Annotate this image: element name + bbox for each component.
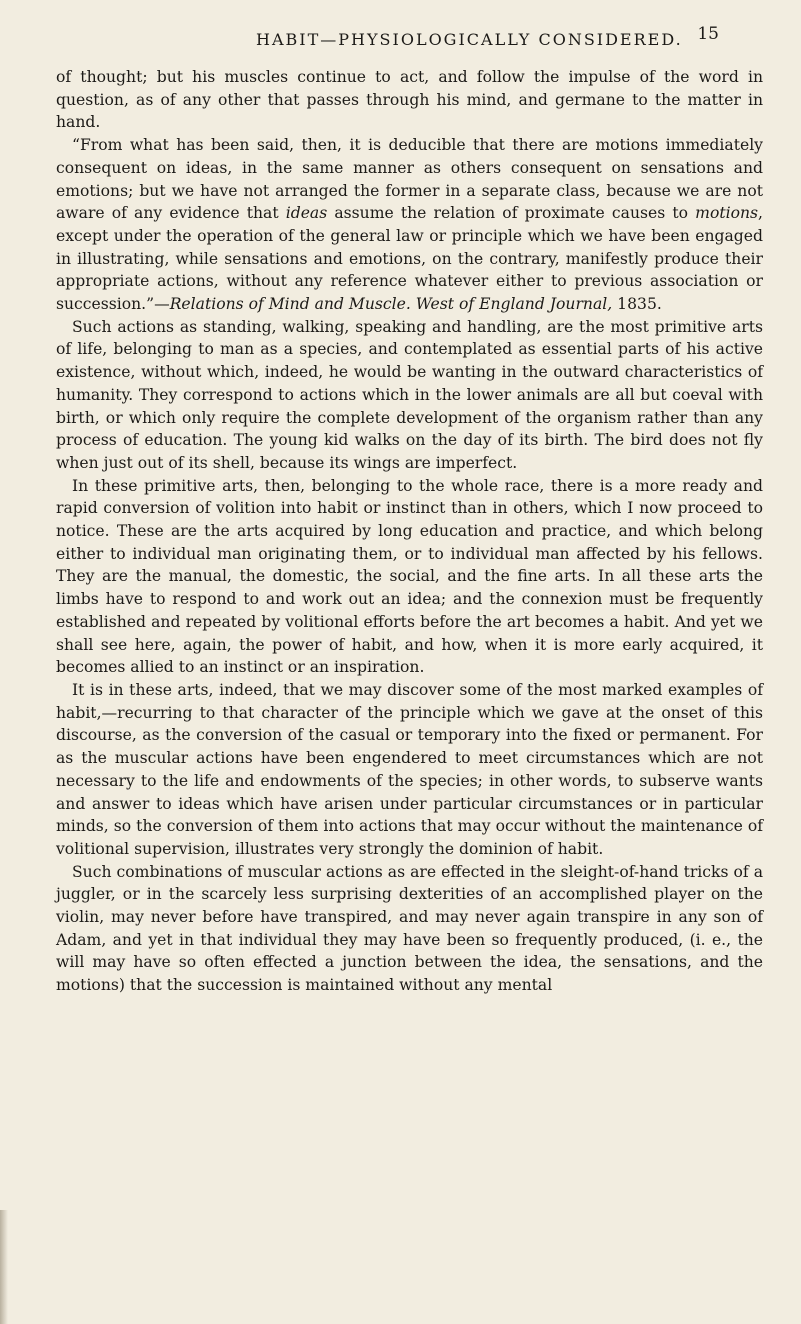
quote-text-2: assume the relation of proximate causes to — [327, 204, 696, 223]
emphasis-ideas: ideas — [285, 204, 328, 223]
running-head: HABIT—PHYSIOLOGICALLY CONSIDERED. — [256, 30, 683, 49]
paragraph-3: Such actions as standing, walking, speaking and handling, are the most primitive arts of life, belonging to man as a species, and contemplated as essential parts of his active existence, without which, indeed, he would be wanting in the outward characteristics of humanity. They correspond to actions which in the lower animals are all but coeval with birth, or which only require the complete development of the organism rather than any process of education. The young kid walks on the day of its birth. The bird does not fly when just out of its shell, because its wings are imperfect. — [56, 317, 763, 472]
paragraph-5: It is in these arts, indeed, that we may discover some of the most marked examples of habit,—recurring to that character of the principle which we gave at the onset of this discourse, as the conversion of the casual or temporary into the fixed or permanent. For as the muscular actions have been engendered to meet circumstances which are not necessary to the life and endowments of the species; in other words, to subserve wants and answer to ideas which have arisen under particular circumstances or in particular minds, so the conversion of them into actions that may occur without the maintenance of volitional supervision, illustrates very strongly the dominion of habit. — [56, 680, 763, 858]
citation-year: 1835. — [612, 295, 662, 314]
page-number: 15 — [697, 24, 719, 44]
page-binding-shadow — [0, 1210, 8, 1324]
paragraph-6: Such combinations of muscular actions as are effected in the sleight-of-hand tricks of a juggler, or in the scarcely less surprising dexterities of an accomplished player on the violin, may never before have transpired, and may never again transpire in any son of Adam, and yet in that individual they may have been so frequently produced, (i. e., the will may have so often effected a junction between the idea, the sensations, and the motions) that the succession is maintained without any mental — [56, 862, 763, 995]
body-text — [56, 66, 763, 997]
citation: Relations of Mind and Muscle. West of England Journal, — [169, 295, 613, 314]
paragraph-2-quotation — [56, 134, 763, 316]
page-header — [56, 0, 763, 49]
paragraph-4: In these primitive arts, then, belonging to the whole race, there is a more ready and rapid conversion of volition into habit or instinct than in others, which I now proceed to notice. These are the arts acquired by long education and practice, and which belong either to individual man originating them, or to individual man affected by his fellows. They are the manual, the domestic, the social, and the fine arts. In all these arts the limbs have to respond to and work out an idea; and the connexion must be frequently established and repeated by volitional efforts before the art becomes a habit. And yet we shall see here, again, the power of habit, and how, when it is more early acquired, it becomes allied to an instinct or an inspiration. — [56, 476, 763, 677]
quote-text-3: , except under the operation of the general law or principle which we have been engaged in illustrating, while sensations and emotions, on the contrary, manifestly produce their appropriate actions, without any reference whatever either to previous association or succession.”— — [56, 204, 763, 314]
emphasis-motions: motions — [695, 204, 759, 223]
quote-text-1: “From what has been said, then, it is deducible that there are motions immediately consequent on ideas, in the same manner as others consequent on sensations and emotions; but we have not arranged the former in a separate class, because we are not aware of any evidence that — [56, 136, 763, 223]
paragraph-1: of thought; but his muscles continue to act, and follow the impulse of the word in question, as of any other that passes through his mind, and germane to the matter in hand. — [56, 68, 763, 132]
